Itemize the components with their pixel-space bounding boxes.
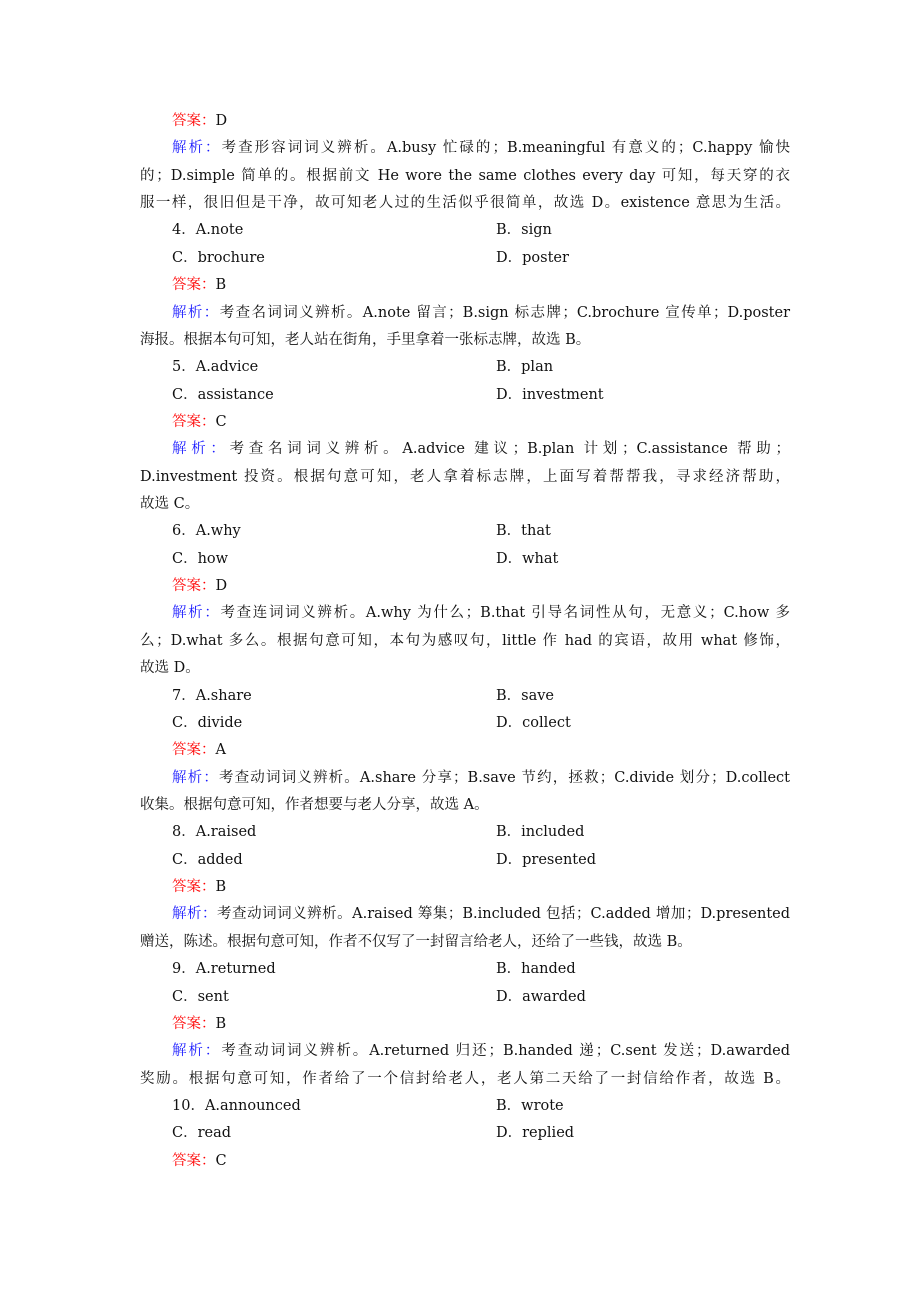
document-page xyxy=(140,108,790,1175)
option-left: 4．A.note xyxy=(172,222,244,239)
analysis-label: 解析： xyxy=(172,1043,222,1060)
analysis-label: 解析： xyxy=(172,140,222,157)
option-left: C．how xyxy=(172,550,229,567)
options-row xyxy=(140,984,790,1011)
text-line: 的；D.simple 简单的。根据前文 He wore the same clothes every day 可知，每天穿的衣 xyxy=(140,167,790,184)
answer-label: 答案： xyxy=(172,1015,216,1032)
options-row xyxy=(140,710,790,737)
answer-line xyxy=(140,573,790,600)
option-left: 6．A.why xyxy=(172,523,241,540)
text-line: 么；D.what 多么。根据句意可知，本句为感叹句，little 作 had 的宾语，故用 what 修饰， xyxy=(140,632,790,649)
options-row xyxy=(140,819,790,846)
options-row xyxy=(140,1093,790,1120)
answer-line xyxy=(140,409,790,436)
answer-value: C xyxy=(215,1152,227,1169)
options-row xyxy=(140,847,790,874)
option-left: 7．A.share xyxy=(172,687,252,704)
option-left: 8．A.raised xyxy=(172,824,257,841)
option-right: B．sign xyxy=(496,222,552,239)
options-row xyxy=(140,683,790,710)
answer-value: D xyxy=(215,578,228,595)
analysis-line xyxy=(140,1038,790,1065)
answer-label: 答案： xyxy=(172,879,216,896)
option-left: C．read xyxy=(172,1125,232,1142)
answer-value: B xyxy=(215,1015,227,1032)
options-row xyxy=(140,217,790,244)
analysis-text: 考查连词词义辨析。A.why 为什么；B.that 引导名词性从句，无意义；C.how 多 xyxy=(220,605,791,622)
answer-value: B xyxy=(215,277,227,294)
options-row xyxy=(140,518,790,545)
text-line: 服一样，很旧但是干净，故可知老人过的生活似乎很简单，故选 D。existence 意思为生活。 xyxy=(140,195,790,212)
analysis-line xyxy=(140,600,790,627)
option-right: B．included xyxy=(496,824,585,841)
text-line: 海报。根据本句可知，老人站在街角，手里拿着一张标志牌，故选 B。 xyxy=(140,331,591,348)
option-left: 9．A.returned xyxy=(172,961,276,978)
option-left: C．divide xyxy=(172,714,243,731)
answer-line xyxy=(140,737,790,764)
option-left: C．added xyxy=(172,851,243,868)
option-left: 5．A.advice xyxy=(172,359,259,376)
text-line: D.investment 投资。根据句意可知，老人拿着标志牌，上面写着帮帮我，寻求经济帮助， xyxy=(140,468,790,485)
text-line: 赠送，陈述。根据句意可知，作者不仅写了一封留言给老人，还给了一些钱，故选 B。 xyxy=(140,933,692,950)
text-line: 收集。根据句意可知，作者想要与老人分享，故选 A。 xyxy=(140,796,489,813)
option-right: B．that xyxy=(496,523,551,540)
options-row xyxy=(140,1120,790,1147)
option-right: B．save xyxy=(496,687,555,704)
text-line: 故选 D。 xyxy=(140,660,200,677)
option-right: D．awarded xyxy=(496,988,586,1005)
answer-label: 答案： xyxy=(172,742,216,759)
analysis-text: 考查名词词义辨析。A.advice 建议；B.plan 计划；C.assistance 帮助； xyxy=(229,441,790,458)
option-right: D．poster xyxy=(496,249,569,266)
option-left: C．assistance xyxy=(172,386,274,403)
answer-line xyxy=(140,1148,790,1175)
option-left: C．brochure xyxy=(172,249,265,266)
option-right: D．what xyxy=(496,550,559,567)
answer-line xyxy=(140,108,790,135)
analysis-line xyxy=(140,135,790,162)
analysis-text: 考查动词词义辨析。A.raised 筹集；B.included 包括；C.added 增加；D.presented xyxy=(217,906,791,923)
analysis-label: 解析： xyxy=(172,441,230,458)
answer-value: B xyxy=(215,879,227,896)
analysis-text: 考查动词词义辨析。A.returned 归还；B.handed 递；C.sent 发送；D.awarded xyxy=(221,1043,791,1060)
option-right: D．investment xyxy=(496,386,604,403)
analysis-line xyxy=(140,436,790,463)
analysis-text: 考查形容词词义辨析。A.busy 忙碌的；B.meaningful 有意义的；C.happy 愉快 xyxy=(221,140,791,157)
answer-line xyxy=(140,272,790,299)
option-right: D．replied xyxy=(496,1125,575,1142)
analysis-line xyxy=(140,300,790,327)
option-left: 10．A.announced xyxy=(172,1097,301,1114)
option-right: B．wrote xyxy=(496,1097,564,1114)
options-row xyxy=(140,382,790,409)
options-row xyxy=(140,956,790,983)
answer-label: 答案： xyxy=(172,1152,216,1169)
options-row xyxy=(140,546,790,573)
answer-label: 答案： xyxy=(172,578,216,595)
answer-value: C xyxy=(215,413,227,430)
analysis-label: 解析： xyxy=(172,605,221,622)
analysis-label: 解析： xyxy=(172,304,220,321)
analysis-text: 考查名词词义辨析。A.note 留言；B.sign 标志牌；C.brochure 宣传单；D.poster xyxy=(219,304,791,321)
answer-line xyxy=(140,874,790,901)
analysis-label: 解析： xyxy=(172,906,218,923)
answer-label: 答案： xyxy=(172,277,216,294)
analysis-line xyxy=(140,765,790,792)
analysis-line xyxy=(140,901,790,928)
options-row xyxy=(140,245,790,272)
option-right: D．collect xyxy=(496,714,571,731)
answer-line xyxy=(140,1011,790,1038)
answer-value: A xyxy=(215,742,226,759)
analysis-text: 考查动词词义辨析。A.share 分享；B.save 节约，拯救；C.divide 划分；D.collect xyxy=(218,769,790,786)
text-line: 故选 C。 xyxy=(140,496,200,513)
text-line: 奖励。根据句意可知，作者给了一个信封给老人，老人第二天给了一封信给作者，故选 B。 xyxy=(140,1070,790,1087)
answer-value: D xyxy=(215,113,228,129)
options-row xyxy=(140,354,790,381)
answer-label: 答案： xyxy=(172,113,216,129)
analysis-label: 解析： xyxy=(172,769,219,786)
option-right: B．handed xyxy=(496,961,576,978)
option-right: B．plan xyxy=(496,359,554,376)
option-left: C．sent xyxy=(172,988,229,1005)
option-right: D．presented xyxy=(496,851,596,868)
answer-label: 答案： xyxy=(172,413,216,430)
